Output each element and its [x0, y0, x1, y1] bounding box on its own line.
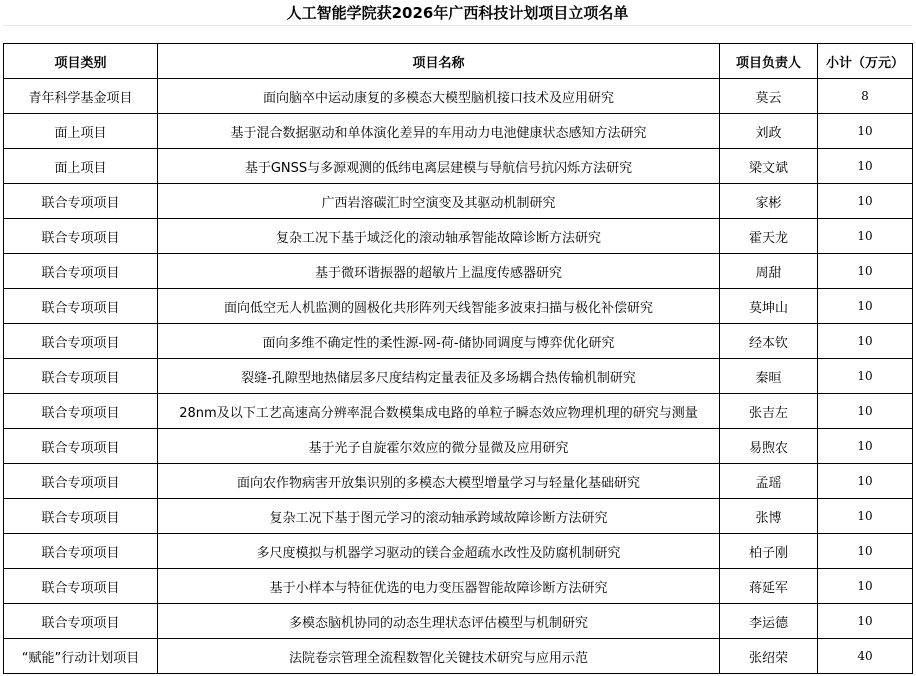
table-row: [4, 499, 913, 534]
cell-leader[interactable]: 霍天龙: [720, 219, 818, 254]
cell-category[interactable]: 联合专项项目: [4, 359, 158, 394]
cell-amount[interactable]: 10: [818, 604, 913, 639]
sheet-title: 人工智能学院获2026年广西科技计划项目立项名单: [286, 4, 629, 22]
cell-leader[interactable]: 刘政: [720, 114, 818, 149]
cell-amount[interactable]: 10: [818, 149, 913, 184]
cell-amount[interactable]: 8: [818, 79, 913, 114]
table-row: [4, 149, 913, 184]
cell-category[interactable]: “赋能”行动计划项目: [4, 639, 158, 674]
cell-project-name[interactable]: 多模态脑机协同的动态生理状态评估模型与机制研究: [158, 604, 720, 639]
cell-leader[interactable]: 柏子刚: [720, 534, 818, 569]
cell-amount[interactable]: 10: [818, 289, 913, 324]
cell-category[interactable]: 联合专项项目: [4, 394, 158, 429]
header-project-name[interactable]: 项目名称: [158, 44, 720, 79]
header-category[interactable]: 项目类别: [4, 44, 158, 79]
cell-amount[interactable]: 10: [818, 534, 913, 569]
cell-leader[interactable]: 经本钦: [720, 324, 818, 359]
table-row: [4, 289, 913, 324]
cell-category[interactable]: 联合专项项目: [4, 499, 158, 534]
cell-amount[interactable]: 10: [818, 114, 913, 149]
cell-project-name[interactable]: 基于混合数据驱动和单体演化差异的车用动力电池健康状态感知方法研究: [158, 114, 720, 149]
table-row: [4, 324, 913, 359]
cell-category[interactable]: 联合专项项目: [4, 569, 158, 604]
table-row: [4, 604, 913, 639]
cell-leader[interactable]: 李运德: [720, 604, 818, 639]
cell-leader[interactable]: 周甜: [720, 254, 818, 289]
cell-amount[interactable]: 10: [818, 569, 913, 604]
cell-leader[interactable]: 莫云: [720, 79, 818, 114]
cell-project-name[interactable]: 广西岩溶碳汇时空演变及其驱动机制研究: [158, 184, 720, 219]
cell-category[interactable]: 联合专项项目: [4, 429, 158, 464]
cell-project-name[interactable]: 面向多维不确定性的柔性源-网-荷-储协同调度与博弈优化研究: [158, 324, 720, 359]
cell-category[interactable]: 联合专项项目: [4, 534, 158, 569]
cell-project-name[interactable]: 基于微环谐振器的超敏片上温度传感器研究: [158, 254, 720, 289]
header-row: [4, 44, 913, 79]
cell-category[interactable]: 联合专项项目: [4, 289, 158, 324]
cell-project-name[interactable]: 复杂工况下基于域泛化的滚动轴承智能故障诊断方法研究: [158, 219, 720, 254]
cell-category[interactable]: 青年科学基金项目: [4, 79, 158, 114]
cell-amount[interactable]: 10: [818, 499, 913, 534]
header-amount[interactable]: 小计（万元）: [818, 44, 913, 79]
table-row: [4, 464, 913, 499]
cell-project-name[interactable]: 基于小样本与特征优选的电力变压器智能故障诊断方法研究: [158, 569, 720, 604]
cell-category[interactable]: 联合专项项目: [4, 324, 158, 359]
cell-amount[interactable]: 40: [818, 639, 913, 674]
table-row: [4, 254, 913, 289]
table-row: [4, 184, 913, 219]
cell-leader[interactable]: 孟瑶: [720, 464, 818, 499]
cell-leader[interactable]: 张吉左: [720, 394, 818, 429]
cell-category[interactable]: 联合专项项目: [4, 219, 158, 254]
table-row: [4, 219, 913, 254]
cell-project-name[interactable]: 面向脑卒中运动康复的多模态大模型脑机接口技术及应用研究: [158, 79, 720, 114]
table-row: [4, 639, 913, 674]
cell-amount[interactable]: 10: [818, 324, 913, 359]
cell-leader[interactable]: 秦晅: [720, 359, 818, 394]
table-row: [4, 569, 913, 604]
cell-category[interactable]: 面上项目: [4, 114, 158, 149]
cell-project-name[interactable]: 复杂工况下基于图元学习的滚动轴承跨域故障诊断方法研究: [158, 499, 720, 534]
table-row: [4, 394, 913, 429]
cell-project-name[interactable]: 28nm及以下工艺高速高分辨率混合数模集成电路的单粒子瞬态效应物理机理的研究与测量: [158, 394, 720, 429]
empty-row: [3, 25, 912, 43]
cell-project-name[interactable]: 裂缝-孔隙型地热储层多尺度结构定量表征及多场耦合热传输机制研究: [158, 359, 720, 394]
spreadsheet: [3, 0, 912, 674]
cell-amount[interactable]: 10: [818, 394, 913, 429]
cell-amount[interactable]: 10: [818, 464, 913, 499]
cell-leader[interactable]: 梁文斌: [720, 149, 818, 184]
cell-leader[interactable]: 张博: [720, 499, 818, 534]
cell-project-name[interactable]: 法院卷宗管理全流程数智化关键技术研究与应用示范: [158, 639, 720, 674]
cell-category[interactable]: 联合专项项目: [4, 604, 158, 639]
cell-project-name[interactable]: 多尺度模拟与机器学习驱动的镁合金超疏水改性及防腐机制研究: [158, 534, 720, 569]
table-row: [4, 429, 913, 464]
table-row: [4, 534, 913, 569]
cell-project-name[interactable]: 面向低空无人机监测的圆极化共形阵列天线智能多波束扫描与极化补偿研究: [158, 289, 720, 324]
cell-project-name[interactable]: 基于光子自旋霍尔效应的微分显微及应用研究: [158, 429, 720, 464]
cell-category[interactable]: 联合专项项目: [4, 254, 158, 289]
cell-leader[interactable]: 家彬: [720, 184, 818, 219]
cell-amount[interactable]: 10: [818, 359, 913, 394]
cell-amount[interactable]: 10: [818, 184, 913, 219]
cell-category[interactable]: 联合专项项目: [4, 464, 158, 499]
cell-leader[interactable]: 莫坤山: [720, 289, 818, 324]
project-table: [3, 43, 913, 674]
cell-amount[interactable]: 10: [818, 219, 913, 254]
header-leader[interactable]: 项目负责人: [720, 44, 818, 79]
cell-project-name[interactable]: 基于GNSS与多源观测的低纬电离层建模与导航信号抗闪烁方法研究: [158, 149, 720, 184]
cell-category[interactable]: 联合专项项目: [4, 184, 158, 219]
cell-amount[interactable]: 10: [818, 429, 913, 464]
cell-leader[interactable]: 易煦农: [720, 429, 818, 464]
cell-category[interactable]: 面上项目: [4, 149, 158, 184]
cell-amount[interactable]: 10: [818, 254, 913, 289]
cell-leader[interactable]: 蒋延军: [720, 569, 818, 604]
table-row: [4, 79, 913, 114]
cell-project-name[interactable]: 面向农作物病害开放集识别的多模态大模型增量学习与轻量化基础研究: [158, 464, 720, 499]
table-row: [4, 359, 913, 394]
cell-leader[interactable]: 张绍荣: [720, 639, 818, 674]
table-row: [4, 114, 913, 149]
